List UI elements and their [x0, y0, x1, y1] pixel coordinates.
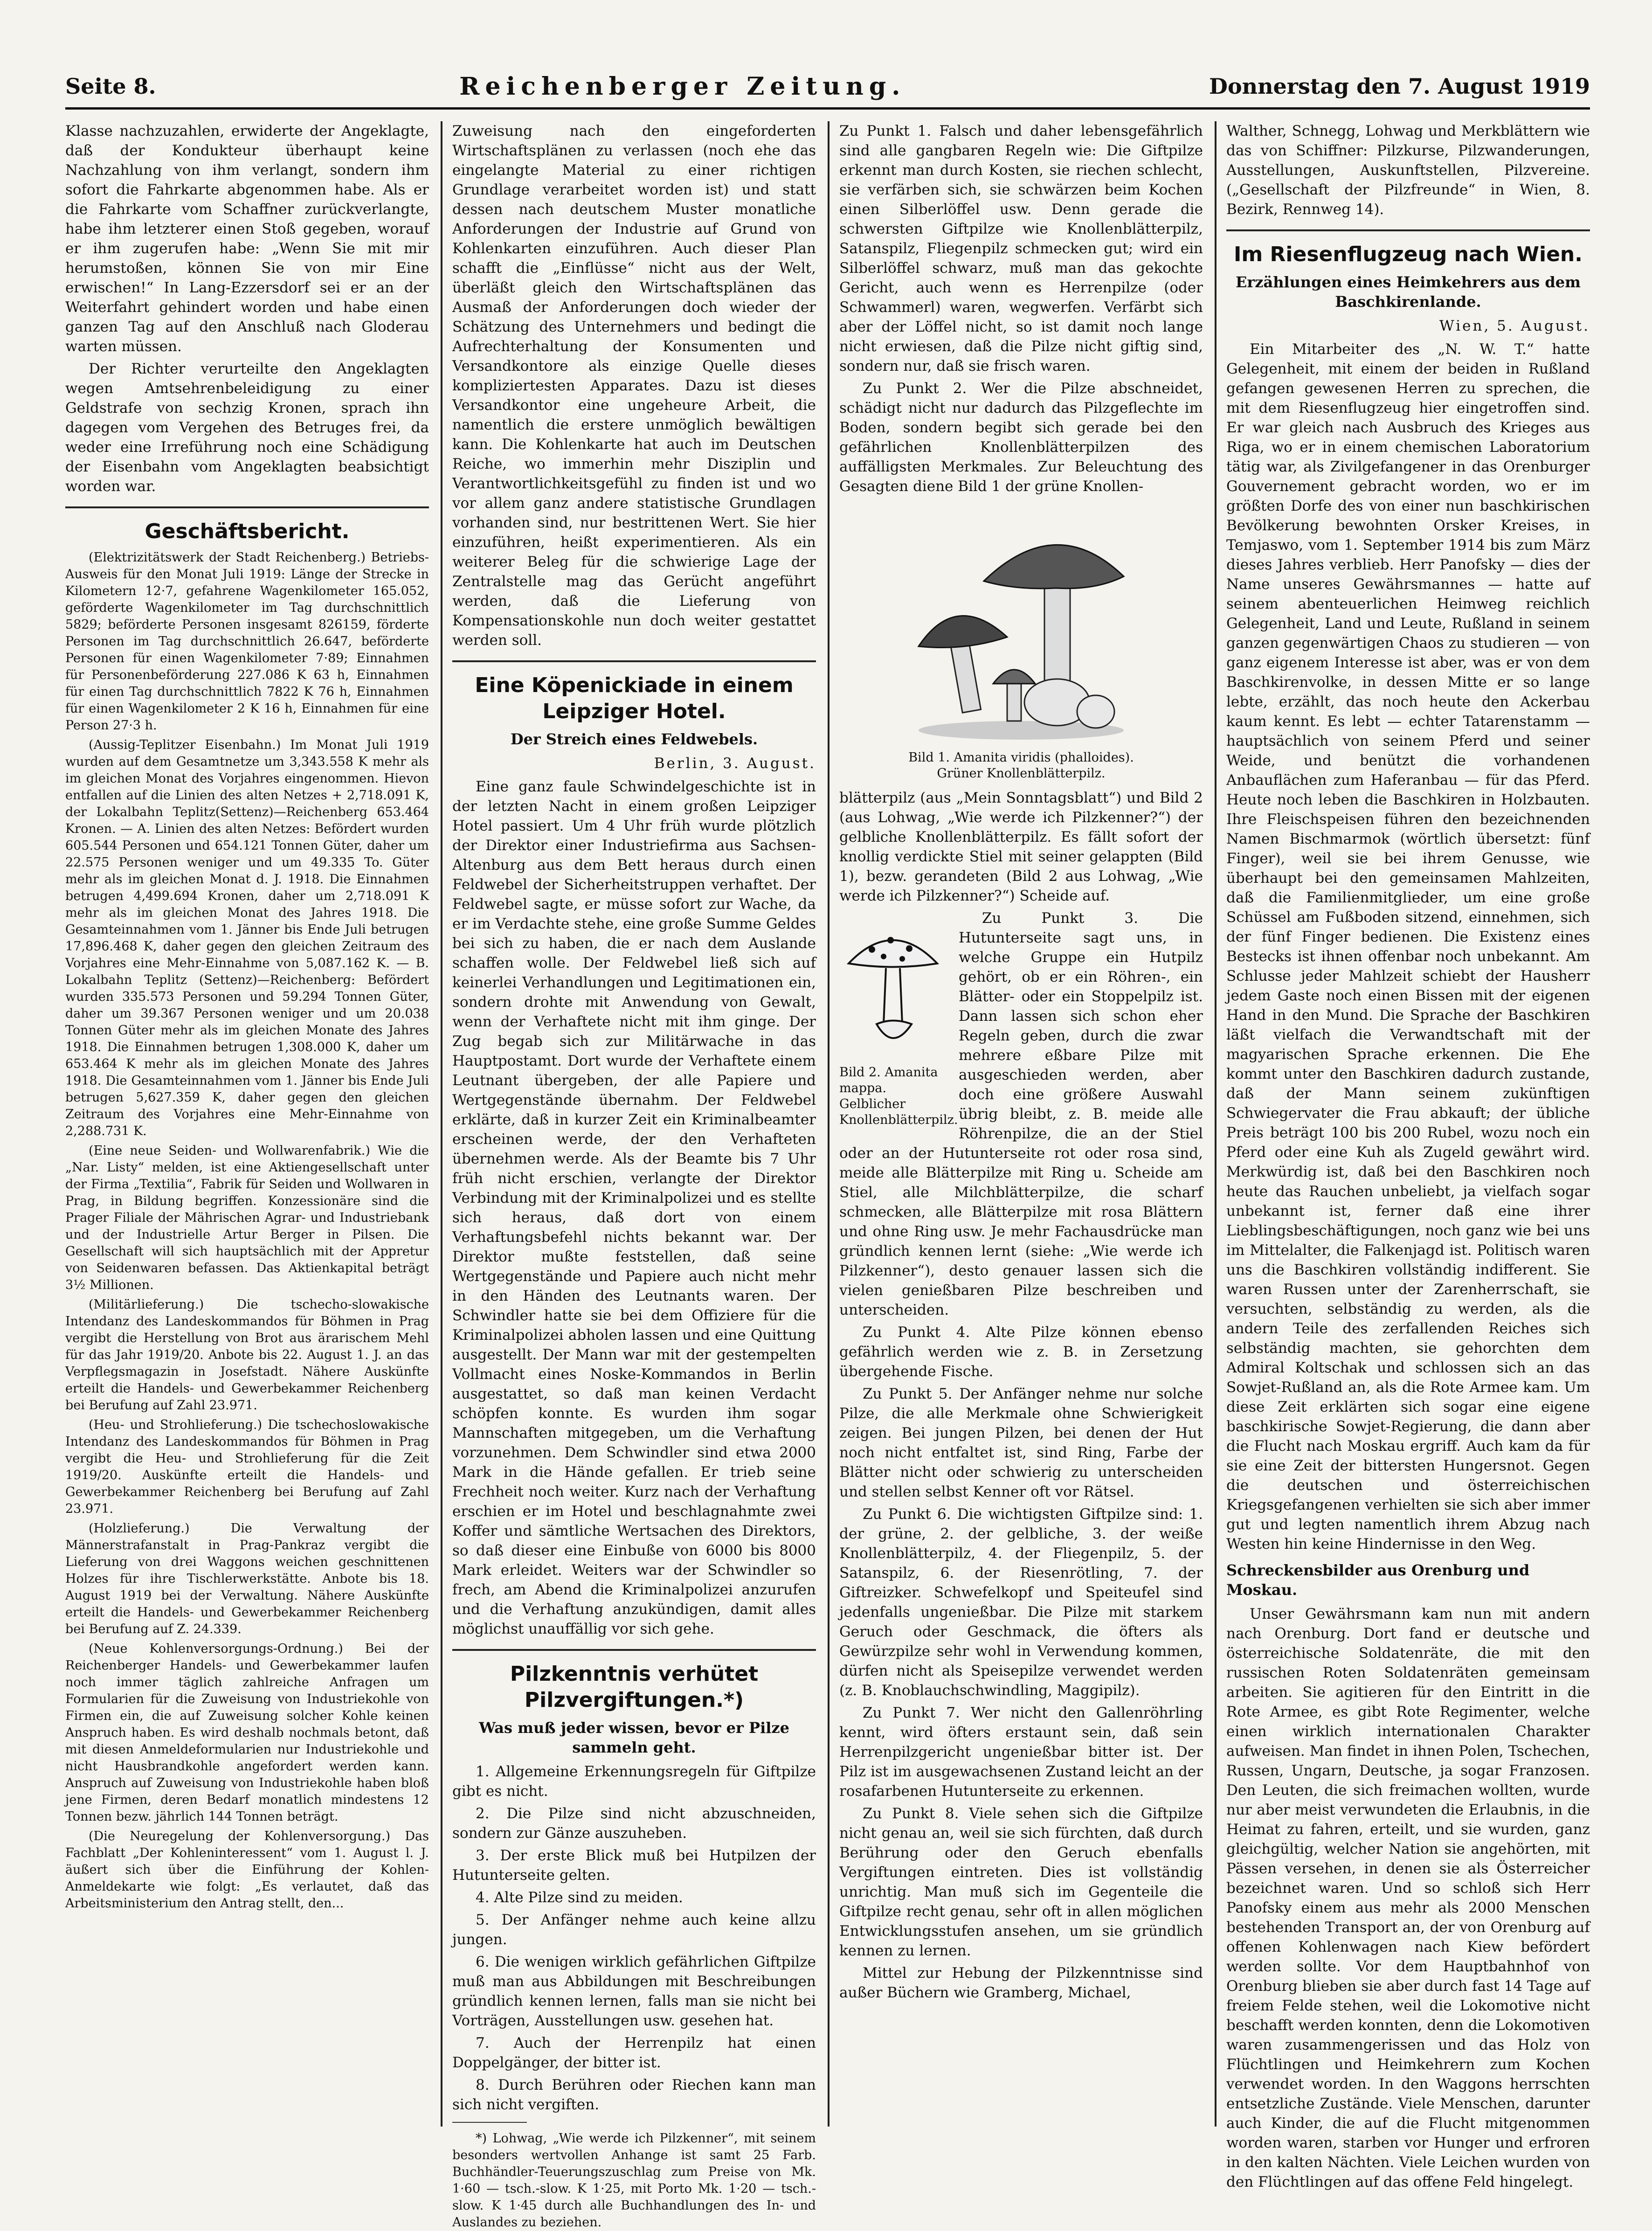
- column-rule: [828, 121, 829, 2127]
- article-text: Unser Gewährsmann kam nun mit andern nach Orenburg. Dort fand er deutsche und österreichische Soldatenräte, die mit den russischen Roten Soldatenräten gemeinsam arbeiten. Sie agitieren für den Eintritt in die Rote Armee, es gibt Rote Regimenter, welche einen wirklich internationalen Charakter aufweisen. Man findet in ihnen Polen, Tschechen, Russen, Ungarn, Deutsche, ja sogar Franzosen. Den Leuten, die sich freimachen wollten, wurde nur aber meist verwundeten die Erlaubnis, in die Heimat zu fahren, erteilt, und sie wurden, ganz gleichgültig, welcher Nation sie angehörten, mit Pässen versehen, in denen sie als Österreicher bezeichnet waren. Und so schloß sich Herr Panofsky einem aus mehr als 2000 Menschen bestehenden Transport an, der von Orenburg auf offenen Kohlenwagen nach Kiew befördert werden sollte. Vor dem Hauptbahnhof von Orenburg blieben sie aber durch fast 14 Tage auf freiem Felde stehen, weil die Lokomotive nicht beschafft werden konnten, denn die Lokomotiven waren zusammengerissen und das Holz von Flüchtlingen und Heimkehrern zum Kochen verwendet worden. In den Waggons herrschten entsetzliche Zustände. Viele Menschen, darunter auch Kinder, die auf die Flucht mitgenommen worden waren, starben vor Hunger und erfroren in den kalten Nächten. Viele Leichen wurden von den Flüchtlingen auf das offene Feld hingelegt.: [1226, 1606, 1590, 2190]
- article-text: Walther, Schnegg, Lohwag und Merkblättern wie das von Schiffner: Pilzkurse, Pilzwanderungen, Ausstellungen, Auskunftstellen, Pilzvereine. („Gesellschaft der Pilzfreunde“ in Wien, 8. Bezirk, Rennweg 14).: [1226, 123, 1590, 218]
- dateline: [1226, 316, 1590, 336]
- report-paragraph: (Elektrizitätswerk der Stadt Reichenberg.) Betriebs-Ausweis für den Monat Juli 1919: Länge der Strecke in Kilometern 12·7, gefahrene Wagenkilometer 165.052, geförderte Wagenkilometer im Tag durchschnittlich 5829; beförderte Personen insgesamt 826159, förderte Personen im Tag durchschnittlich 26.647, beförderte Personen für einen Wagenkilometer 7·89; Einnahmen für Personenbeförderung 227.086 K 63 h, Einnahmen für einen Tag durchschnittlich 7822 K 76 h, Einnahmen für einen Wagenkilometer 2 K 16 h, Einnahmen für eine Person 27·3 h.: [65, 550, 429, 733]
- divider: [1226, 229, 1590, 231]
- report-paragraph: (Eine neue Seiden- und Wollwarenfabrik.) Wie die „Nar. Listy“ melden, ist eine Aktiengesellschaft unter der Firma „Textilia“, Fabrik für Seiden und Wollwaren in Prag, in Bildung begriffen. Konzessionäre sind die Prager Filiale der Mährischen Agrar- und Industriebank und der Industrielle Artur Berger in Pilsen. Die Gesellschaft will sich hauptsächlich mit der Appretur von Seidenwaren befassen. Das Aktienkapital beträgt 3½ Millionen.: [65, 1143, 429, 1292]
- divider: [65, 506, 429, 508]
- article-text: blätterpilz (aus „Mein Sonntagsblatt“) und Bild 2 (aus Lohwag, „Wie werde ich Pilzkenner?“) der gelbliche Knollenblätterpilz. Es fällt sofort der knollig verdickte Stiel mit seiner gelappten (Bild 1), bezw. gerandeten (Bild 2 aus Lohwag, „Wie werde ich Pilzkenner?“) Scheide auf.: [839, 790, 1203, 904]
- section-subheading: Schreckensbilder aus Orenburg und Moskau.: [1226, 1561, 1530, 1599]
- article-text: Zuweisung nach den eingeforderten Wirtschaftsplänen zu verlassen (noch ehe das eingelangte Material zu einer richtigen Grundlage verarbeitet worden ist) und statt dessen nach deutschem Muster monatliche Anforderungen der Industrie auf Grund von Kohlenkarten einzuführen. Auch dieser Plan schafft die „Einflüsse“ nicht aus der Welt, überläßt gleich den Wirtschaftsplänen das Ausmaß der Anforderungen doch wieder der Schätzung des Unternehmers und bedingt die Aufrechterhaltung der Konsumenten und Versandkontore als einzige Quelle dieses kompliziertesten Apparates. Dazu ist dieses Versandkontor eine ungeheure Arbeit, die namentlich die erstere unmöglich bewältigen kann. Die Kohlenkarte hat auch im Deutschen Reiche, wo immerhin mehr Disziplin und Verantwortlichkeitsgefühl zu finden ist und wo vor allem ganz andere statistische Grundlagen vorhanden sind, nur bestrittenen Wert. Sie hier einzuführen, heißt experimentieren. Als ein weiterer Beleg für die schwierige Lage der Zentralstelle mag das Gerücht angeführt werden, daß die Lieferung von Kompensationskohle nun doch weiter gestattet werden soll.: [452, 123, 816, 649]
- column-2: [452, 121, 816, 2230]
- columns: [65, 121, 1590, 2230]
- caption-line: Bild 1. Amanita viridis (phalloides).: [908, 750, 1134, 765]
- page-header: [65, 65, 1590, 110]
- column-1: [65, 121, 429, 2127]
- report-paragraph: (Militärlieferung.) Die tschecho-slowakische Intendanz des Landeskommandos für Böhmen in Prag vergibt die Herstellung von Brot aus ärarischem Mehl für das Jahr 1919/20. Anbote bis 22. August 1. J. an das Verpflegsmagazin in Josefstadt. Nähere Auskünfte erteilt die Handels- und Gewerbekammer Reichenberg bei Berufung auf Zahl 23.971.: [65, 1297, 429, 1413]
- divider: [452, 1649, 816, 1651]
- column-4: [1226, 121, 1590, 2190]
- list-item: 2. Die Pilze sind nicht abzuschneiden, sondern zur Gänze auszuheben.: [452, 1805, 816, 1842]
- mushroom-illustration: [900, 502, 1142, 744]
- article-headline: Eine Köpenickiade in einem Leipziger Hotel.: [475, 673, 794, 723]
- article-text: Zu Punkt 1. Falsch und daher lebensgefährlich sind alle gangbaren Regeln wie: Die Giftpilze erkennt man durch Kosten, sie riechen schlecht, sie verfärben sich, sie schwärzen beim Kochen einen Silberlöffel usw. Denn gerade die schwersten Giftpilze wie Knollenblätterpilz, Satanspilz, Fliegenpilz schmecken gut; wird ein Silberlöffel schwarz, muß man das gekochte Gericht, auch wenn es Herrenpilze (oder Schwammerl) waren, wegwerfen. Verfärbt sich aber der Löffel nicht, so ist damit noch lange nicht erwiesen, daß die Pilze nicht giftig sind, sondern nur, daß sie frisch waren.: [839, 123, 1203, 374]
- article-text: Zu Punkt 3. Die Hutunterseite sagt uns, in welche Gruppe ein Hutpilz gehört, ob er ein Röhren-, ein Blätter- oder ein Stoppelpilz ist. Dann lassen sich schon eher Regeln geben, durch die zwar mehrere eßbare Pilze mit ausgeschieden werden, aber doch eine größere Auswahl übrig bleibt, z. B. meide alle Röhrenpilze, die an der Stiel oder an der Hutunterseite rot oder rosa sind, meide alle Blätterpilze mit Ring u. Scheide am Stiel, alle Milchblätterpilze, die scharf schmecken, alle Blätterpilze mit rosa Blättern und ohne Ring usw. Je mehr Fachausdrücke man gründlich kennen lernt (siehe: „Wie werde ich Pilzkenner“), desto genauer lassen sich die vielen genießbaren Pilze beschreiben und unterscheiden.: [839, 910, 1203, 1318]
- article-subheadline: Der Streich eines Feldwebels.: [510, 730, 758, 748]
- article-text: Zu Punkt 7. Wer nicht den Gallenröhrling kennt, wird öfters erstaunt sein, daß sein Herrenpilzgericht ungenießbar bitter ist. Der Pilz ist im ausgewachsenen Zustand leicht an der rosafarbenen Hutunterseite zu erkennen.: [839, 1704, 1203, 1800]
- figure-1: [839, 502, 1203, 744]
- dateline-text: Wien, 5. August.: [1439, 318, 1590, 334]
- article-text: Mittel zur Hebung der Pilzkenntnisse sind außer Büchern wie Gramberg, Michael,: [839, 1965, 1203, 2001]
- figure-caption: [839, 750, 1203, 782]
- article-text: Zu Punkt 2. Wer die Pilze abschneidet, schädigt nicht nur dadurch das Pilzgeflechte im Boden, sondern begibt sich gerade bei den gefährlichen Knollenblätterpilzen des auffälligsten Merkmales. Zur Beleuchtung des Gesagten diene Bild 1 der grüne Knollen-: [839, 380, 1203, 495]
- footnote-rule: [452, 2122, 527, 2123]
- list-item: 5. Der Anfänger nehme auch keine allzu jungen.: [452, 1912, 816, 1948]
- list-item: 4. Alte Pilze sind zu meiden.: [476, 1889, 683, 1906]
- section-title: Geschäftsbericht.: [145, 520, 350, 543]
- dateline: [452, 754, 816, 773]
- report-paragraph: (Holzlieferung.) Die Verwaltung der Männerstrafanstalt in Prag-Pankraz vergibt die Lieferung von drei Waggons weichen geschnittenen Holzes für ihre Tischlerwerkstätte. Anbote bis 18. August 1919 bei der Verwaltung. Nähere Auskünfte erteilt die Handels- und Gewerbekammer Reichenberg bei Berufung auf Z. 24.339.: [65, 1521, 429, 1636]
- article-text: Ein Mitarbeiter des „N. W. T.“ hatte Gelegenheit, mit einem der beiden in Rußland gefangen gewesenen Herren zu sprechen, die mit dem Riesenflugzeug hier eingetroffen sind. Er war gleich nach Ausbruch des Krieges aus Riga, wo er in einem chemischen Laboratorium tätig war, als Zivilgefangener in das Orenburger Gouvernement gebracht worden, wo er im größten Dorfe des von einer nun baschkirischen Bevölkerung bewohnten Orsker Kreises, in Temjaswo, vom 1. September 1914 bis zum März dieses Jahres verblieb. Herr Panofsky — dies der Name unseres Gewährsmannes — hatte auf seinem abenteuerlichen Heimweg reichlich Gelegenheit, Land und Leute, Rußland in seinem ganzen gegenwärtigen Chaos zu studieren — von ganz eigenem Interesse ist aber, was er von dem Baschkirenvolke, in dessen Mitte er so lange lebte, erzählt, das noch heute den Ackerbau kaum kennt. Es lebt — echter Tatarenstamm — hauptsächlich von seinem Pferd und seiner Weide, und benützt die vorhandenen Anbauflächen zum Haferanbau — für das Pferd. Heute noch leben die Baschkiren in Holzbauten. Ihre Fleischspeisen führen den bezeichnenden Namen Bischmarmok (wörtlich übersetzt: fünf Finger), weil sie bei ihrem Genusse, wie überhaupt bei den gemeinsamen Mahlzeiten, daß die Familienmitglieder, um eine große Schüssel am Fußboden sitzend, einnehmen, sich der fünf Finger bedienen. Die Existenz eines Bestecks ist ihnen offenbar noch unbekannt. Am Schlusse jeder Mahlzeit schiebt der Hausherr jedem Gaste noch einen Bissen mit der eigenen Hand in den Mund. Die Sprache der Baschkiren läßt vielfach die Verwandtschaft mit der magyarischen Sprache erkennen. Die Ehe kommt unter den Baschkiren dadurch zustande, daß der Mann seinem zukünftigen Schwiegervater die Frau abkauft; der übliche Preis beträgt 100 bis 200 Rubel, wozu noch ein Pferd oder eine Kuh als Zugeld gewährt wird. Merkwürdig ist, daß bei den Baschkiren noch heute das Rauchen unbeliebt, ja vielfach sogar unbekannt ist, ferner daß eine ihrer Lieblingsbeschäftigungen, noch ganz wie bei uns im Mittelalter, die Falkenjagd ist. Politisch waren uns die Baschkiren vollständig indifferent. Sie waren Russen unter der Zarenherrschaft, sie versuchten, selbständig zu werden, als die andern Teile des zerfallenden Reiches sich selbständig machten, sie gehorchten dem Admiral Koltschak und schlossen sich an das Sowjet-Rußland an, als die Rote Armee kam. Um diese Zeit erklärten sich sogar eine eigene baschkirische Sowjet-Regierung, die dann aber die Flucht nach Moskau ergriff. Auch kam da für sie eine Zeit der bittersten Hungersnot. Gegen die deutschen und österreichischen Kriegsgefangenen verhielten sie sich aber immer gut und legten namentlich ihrem Abzug nach Westen hin keine Hindernisse in den Weg.: [1226, 341, 1590, 1552]
- dateline-text: Berlin, 3. August.: [654, 755, 816, 772]
- figure-caption: Bild 2. Amanita mappa. Gelblicher Knollenblätterpilz.: [839, 1065, 958, 1127]
- article-text: Der Richter verurteilte den Angeklagten wegen Amtsehrenbeleidigung zu einer Geldstrafe von sechzig Kronen, sprach ihn dagegen vom Vergehen des Betruges frei, da weder eine Irreführung noch eine Schädigung der Eisenbahn vom Angeklagten beabsichtigt worden war.: [65, 360, 429, 495]
- footnote: *) Lohwag, „Wie werde ich Pilzkenner“, mit seinem besonders wertvollen Anhange ist samt 25 Farb. Buchhändler-Teuerungszuschlag zum Preise von Mk. 1·60 — tsch.-slow. K 1·25, mit Porto Mk. 1·20 — tsch.-slow. K 1·45 durch alle Buchhandlungen des In- und Auslandes zu beziehen.: [452, 2131, 816, 2230]
- newspaper-page: [65, 65, 1590, 2230]
- article-text: Zu Punkt 4. Alte Pilze können ebenso gefährlich werden wie z. B. in Zersetzung übergehende Fische.: [839, 1324, 1203, 1380]
- list-item: 6. Die wenigen wirklich gefährlichen Giftpilze muß man aus Abbildungen mit Beschreibungen gründlich kennen lernen, falls man sie nicht bei Vorträgen, Ausstellungen usw. gesehen hat.: [452, 1954, 816, 2029]
- list-item: 8. Durch Berühren oder Riechen kann man sich nicht vergiften.: [452, 2077, 816, 2113]
- article-text: Zu Punkt 8. Viele sehen sich die Giftpilze nicht genau an, weil sie sich fürchten, daß durch Berührung oder den Geruch ebenfalls Vergiftungen eintreten. Dies ist vollständig unrichtig. Man muß sich im Gegenteile die Giftpilze recht genau, sehr oft in allen möglichen Entwicklungsstufen ansehen, um sie gründlich kennen zu lernen.: [839, 1805, 1203, 1959]
- report-paragraph: (Heu- und Strohlieferung.) Die tschechoslowakische Intendanz des Landeskommandos für Böhmen in Prag vergibt die Heu- und Strohlieferung für die Zeit 1919/20. Auskünfte erteilt die Handels- und Gewerbekammer Reichenberg bei Berufung auf Zahl 23.971.: [65, 1418, 429, 1516]
- article-text: Klasse nachzuzahlen, erwiderte der Angeklagte, daß der Kondukteur überhaupt keine Nachzahlung von ihm verlangt, sondern ihm sofort die Fahrkarte abgenommen habe. Als er die Fahrkarte vom Schaffner zurückverlangte, habe ihm letzterer einen Stoß gegeben, worauf er ihm zugerufen habe: „Wenn Sie mit mir herumstoßen, können Sie von mir Eine erwischen!“ In Lang-Ezzersdorf sei er an der Weiterfahrt gehindert worden und habe einen ganzen Tag auf den Anschluß nach Gloderau warten müssen.: [65, 123, 429, 355]
- article-text: Zu Punkt 5. Der Anfänger nehme nur solche Pilze, die alle Merkmale ohne Schwierigkeit zeigen. Bei jungen Pilzen, bei denen der Hut noch nicht entfaltet ist, sind Ring, Farbe der Blätter nicht oder schwierig zu unterscheiden und stellen selbst Kenner oft vor Rätsel.: [839, 1386, 1203, 1500]
- issue-date: Donnerstag den 7. August 1919: [1209, 74, 1590, 99]
- article-headline: Im Riesenflugzeug nach Wien.: [1234, 242, 1583, 266]
- article-subheadline: Erzählungen eines Heimkehrers aus dem Baschkirenlande.: [1236, 273, 1581, 311]
- report-paragraph: (Die Neuregelung der Kohlenversorgung.) Das Fachblatt „Der Kohleninteressent“ vom 1. August l. J. äußert sich über die Einführung der Kohlen-Anmeldekarte wie folgt: „Es verlautet, daß das Arbeitsministerium den Antrag stellt, den...: [65, 1829, 429, 1911]
- caption-line: Grüner Knollenblätterpilz.: [937, 766, 1106, 781]
- report-paragraph: (Neue Kohlenversorgungs-Ordnung.) Bei der Reichenberger Handels- und Gewerbekammer laufen noch immer täglich zahlreiche Anfragen um Formularien für die Zuweisung von Industriekohle von Firmen ein, die auf Zuweisung solcher Kohle keinen Anspruch haben. Es wird deshalb nochmals betont, daß mit diesen Anmeldeformularien nur Industriekohle und nicht Hausbrandkohle angefordert werden kann. Anspruch auf Zuweisung von Industriekohle haben bloß jene Firmen, deren Bedarf monatlich mindestens 12 Tonnen bezw. jährlich 144 Tonnen beträgt.: [65, 1642, 429, 1824]
- column-rule: [1215, 121, 1217, 2127]
- list-item: 7. Auch der Herrenpilz hat einen Doppelgänger, der bitter ist.: [452, 2035, 816, 2071]
- amanita-sketch: [839, 912, 947, 1057]
- article-headline: Pilzkenntnis verhütet Pilzvergiftungen.*): [510, 1662, 759, 1712]
- page-number: Seite 8.: [65, 74, 156, 99]
- divider: [452, 660, 816, 662]
- column-rule: [441, 121, 442, 2127]
- report-paragraph: (Aussig-Teplitzer Eisenbahn.) Im Monat Juli 1919 wurden auf dem Gesamtnetze um 3,343.558 K mehr als im gleichen Monat des Vorjahres eingenommen. Hievon entfallen auf die Linien des alten Netzes + 2,718.091 K, der Lokalbahn Teplitz(Settenz)—Reichenberg 653.464 Kronen. — A. Linien des alten Netzes: Befördert wurden 605.544 Personen und 654.121 Tonnen Güter, daher um 22.575 Personen weniger und um 49.335 To. Güter mehr als im gleichen Monat d. J. 1918. Die Einnahmen betrugen 4,499.694 Kronen, daher um 2,718.091 K mehr als im gleichen Monat des Jahres 1918. Die Gesamteinnahmen vom 1. Jänner bis Ende Juli betrugen 17,896.468 K, daher gegen den gleichen Zeitraum des Vorjahres eine Mehr-Einnahme von 5,087.162 K. — B. Lokalbahn Teplitz (Settenz)—Reichenberg: Befördert wurden 335.573 Personen und 59.294 Tonnen Güter, daher um 39.367 Personen weniger und um 20.038 Tonnen Güter mehr als im gleichen Monate des Jahres 1918. Die Einnahmen betrugen 1,308.000 K, daher um 653.464 K mehr als im gleichen Monate des Jahres 1918. Die Gesamteinnahmen vom 1. Jänner bis Ende Juli betrugen 5,627.359 K, daher gegen den gleichen Zeitraum des Vorjahres eine Mehr-Einnahme von 2,288.731 K.: [65, 738, 429, 1138]
- list-item: 1. Allgemeine Erkennungsregeln für Giftpilze gibt es nicht.: [452, 1763, 816, 1800]
- article-text: Eine ganz faule Schwindelgeschichte ist in der letzten Nacht in einem großen Leipziger Hotel passiert. Um 4 Uhr früh wurde plötzlich der Direktor einer Industriefirma aus Sachsen-Altenburg aus dem Bett heraus durch einen Feldwebel der Sicherheitstruppen verhaftet. Der Feldwebel sagte, er müsse sofort zur Wache, da er im Verdachte stehe, eine große Summe Geldes bei sich zu haben, die er nach dem Auslande schaffen wolle. Der Feldwebel ließ sich auf keinerlei Verhandlungen und Legitimationen ein, sondern drohte mit Anwendung von Gewalt, wenn der Verhaftete nicht mit ihm ginge. Der Zug begab sich zur Militärwache in das Hauptpostamt. Dort wurde der Verhaftete einem Leutnant übergeben, der alle Papiere und Wertgegenstände übernahm. Der Feldwebel erklärte, daß in kurzer Zeit ein Kriminalbeamter erscheinen werde, der den Verhafteten übernehmen werde. Als der Beamte bis 7 Uhr früh nicht erschien, verlangte der Direktor Verbindung mit der Kriminalpolizei und es stellte sich heraus, daß dort von einem Verhaftungsbefehl nichts bekannt war. Der Direktor mußte feststellen, daß seine Wertgegenstände und Papiere auch nicht mehr in den Händen des Leutnants waren. Der Schwindler hatte sie bei dem Offiziere für die Kriminalpolizei abholen lassen und eine Quittung ausgestellt. Der Mann war mit der gestempelten Vollmacht eines Noske-Kommandos in Berlin ausgestattet, so daß man keinen Verdacht schöpfen konnte. Es wurden ihm sogar Mannschaften mitgegeben, um die Verhaftung vorzunehmen. Dem Schwindler sind etwa 2000 Mark in die Hände gefallen. Er trieb seine Frechheit noch weiter. Kurz nach der Verhaftung erschien er im Hotel und beschlagnahmte zwei Koffer und sämtliche Wertsachen des Direktors, so daß dieser eine Einbuße von 6000 bis 8000 Mark erleidet. Weiters war der Schwindler so frech, am Abend die Kriminalpolizei anzurufen und die Verhaftung anzukündigen, damit alles möglichst unauffällig vor sich gehe.: [452, 778, 816, 1637]
- article-text: Zu Punkt 6. Die wichtigsten Giftpilze sind: 1. der grüne, 2. der gelbliche, 3. der weiße Knollenblätterpilz, 4. der Fliegenpilz, 5. der Satanspilz, 6. der Riesenrötling, 7. der Giftreizker. Schwefelkopf und Speiteufel sind jedenfalls ungenießbar. Die Pilze mit starkem Geruch oder Geschmack, die öfters als Gewürzpilze sehr wohl in Verwendung kommen, dürfen nicht als Speisepilze verwendet werden (z. B. Knoblauchschwindling, Maggipilz).: [839, 1506, 1203, 1699]
- column-3: [839, 121, 1203, 2127]
- masthead: Reichenberger Zeitung.: [459, 72, 906, 101]
- article-subheadline: Was muß jeder wissen, bevor er Pilze sammeln geht.: [479, 1719, 789, 1756]
- list-item: 3. Der erste Blick muß bei Hutpilzen der Hutunterseite gelten.: [452, 1847, 816, 1884]
- figure-2: [839, 912, 958, 1135]
